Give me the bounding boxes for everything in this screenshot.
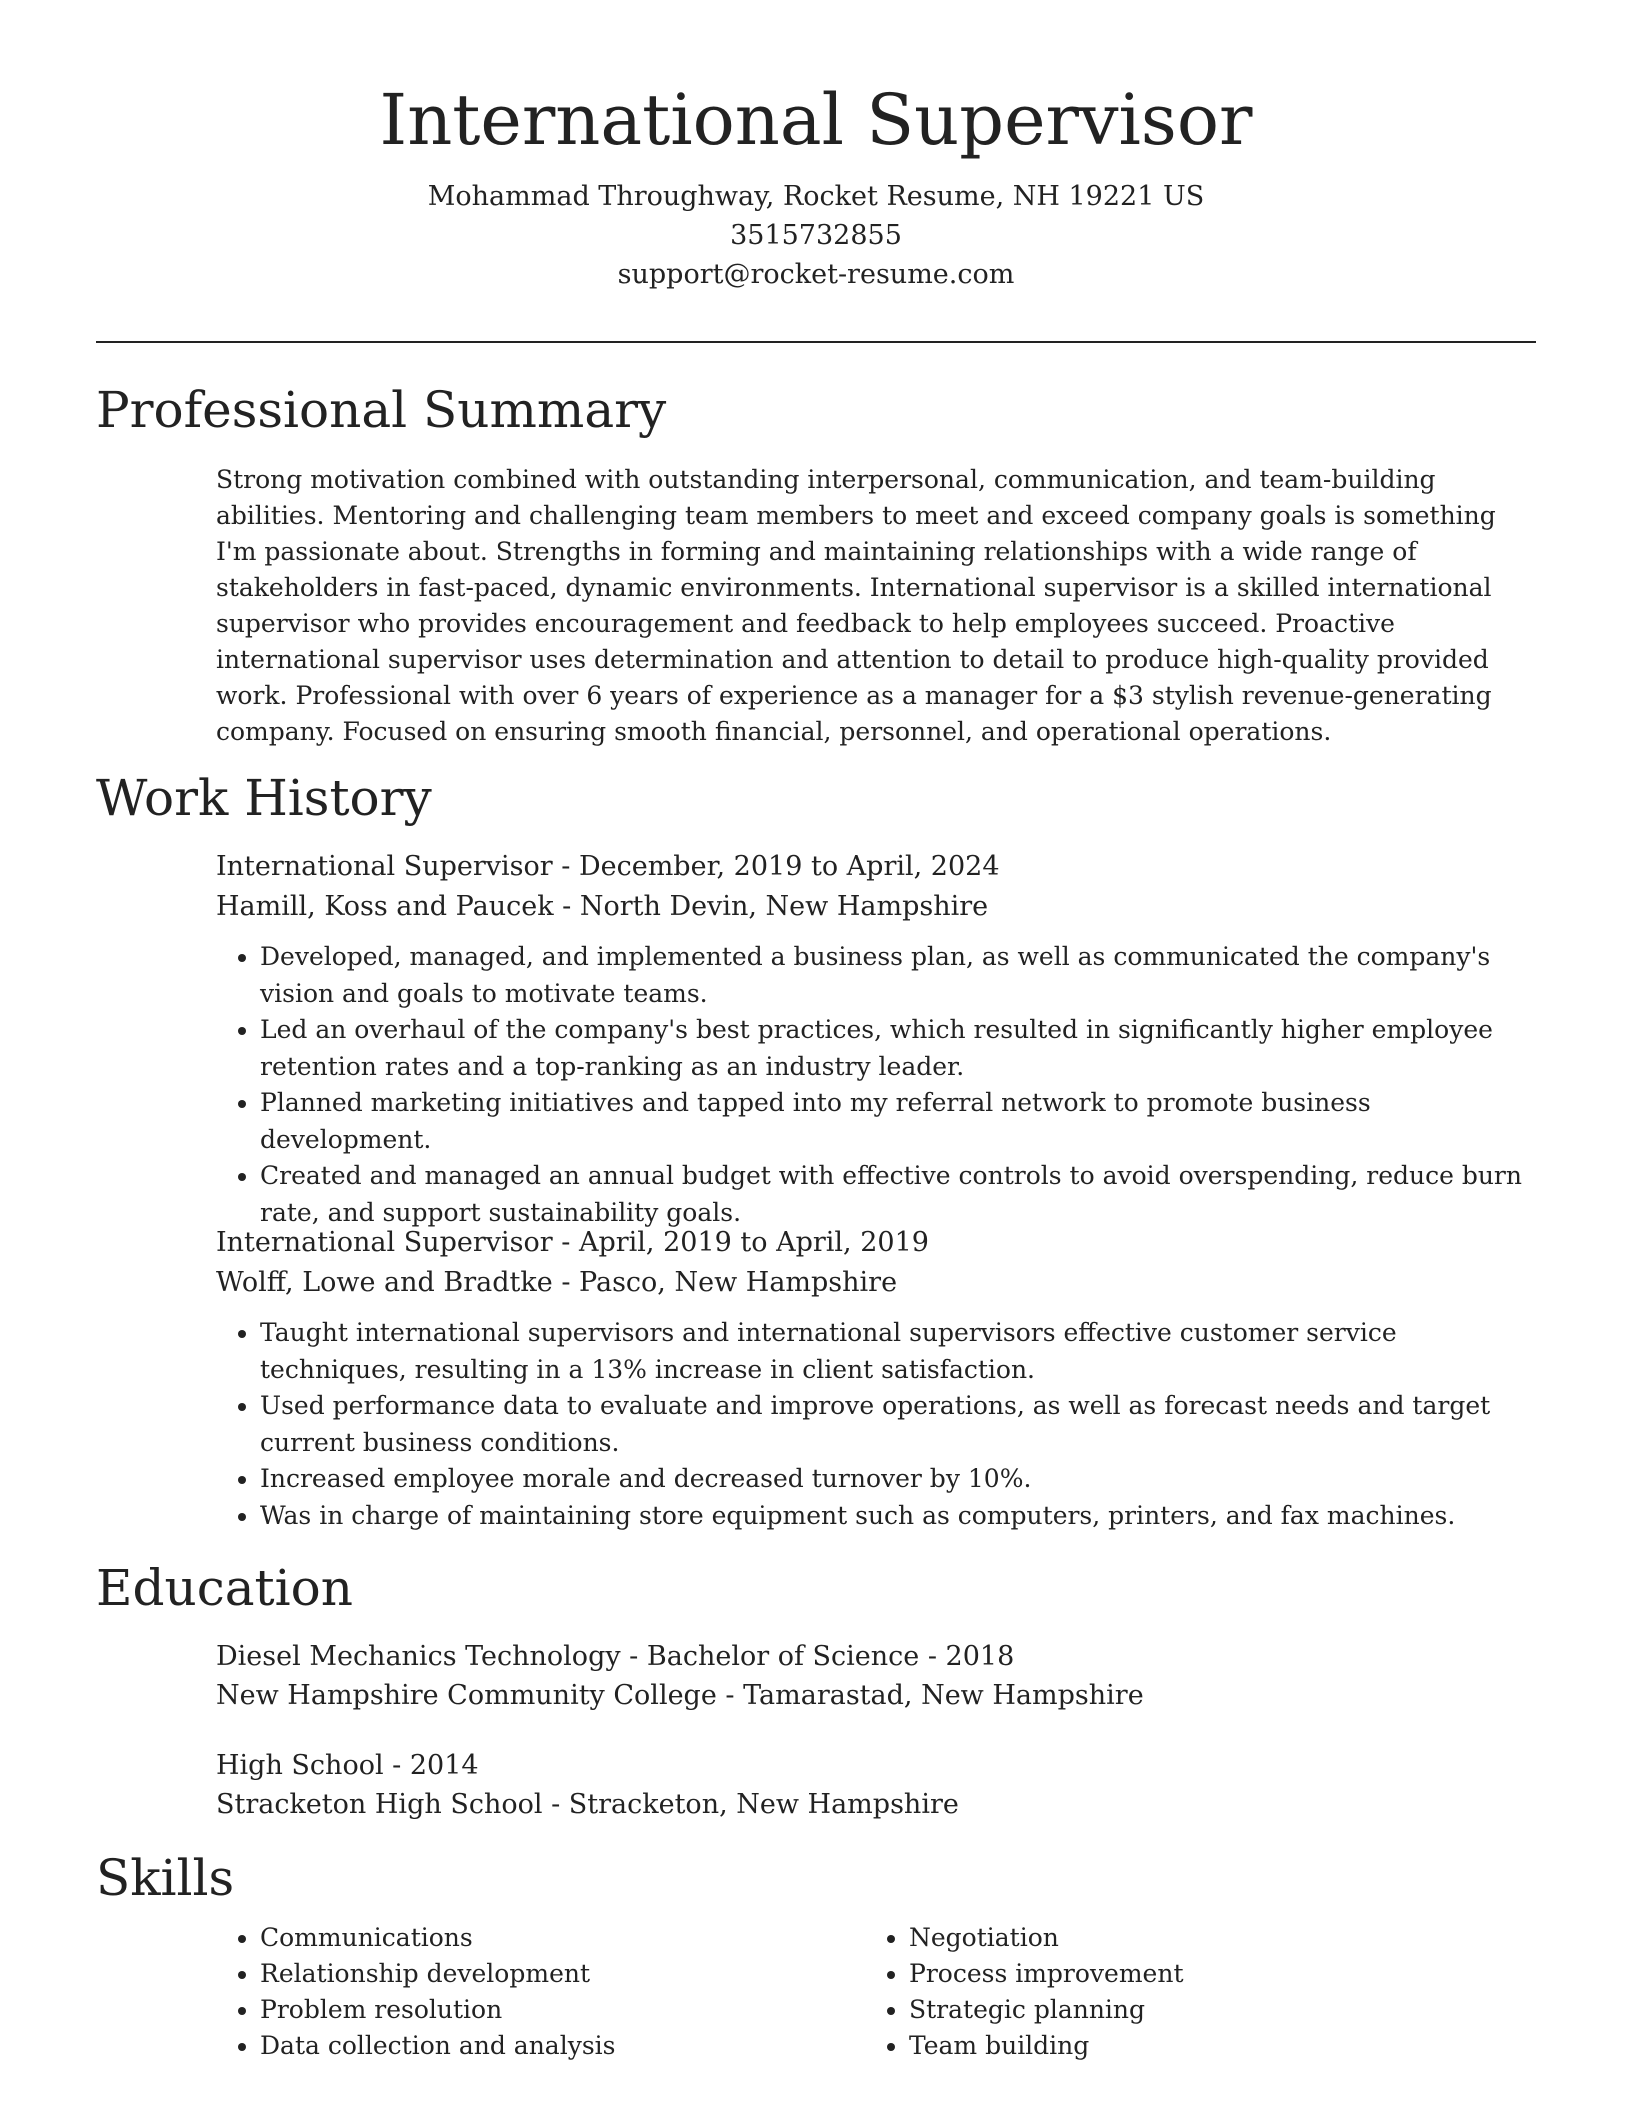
education-entry (216, 1746, 1536, 1824)
list-item: • Was in charge of maintaining store equipment such as computers, printers, and fax machines. (260, 1498, 1536, 1535)
education-school: New Hampshire Community College (216, 1680, 717, 1711)
education-location: - Tamarastad, New Hampshire (716, 1680, 1144, 1711)
skills-list-left (216, 1920, 865, 2064)
job-entry (216, 1223, 1536, 1534)
job-dates: - April, 2019 to April, 2019 (552, 1227, 929, 1258)
list-item: • Planned marketing initiatives and tapped into my referral network to promote business development. (260, 1085, 1536, 1158)
job-bullets (216, 939, 1536, 1231)
education-degree: High School (216, 1750, 384, 1781)
job-bullets (216, 1315, 1536, 1534)
list-item: • Data collection and analysis (260, 2028, 865, 2064)
summary-heading: Professional Summary (96, 381, 667, 439)
job-company-line (216, 887, 1536, 927)
list-item: • Created and managed an annual budget with effective controls to avoid overspending, reduce burn rate, and support sustainability goals. (260, 1158, 1536, 1231)
job-company: Hamill, Koss and Paucek (216, 891, 554, 922)
list-item: • Team building (909, 2028, 1514, 2064)
job-dates: - December, 2019 to April, 2024 (552, 851, 1000, 882)
list-item: • Increased employee morale and decreased turnover by 10%. (260, 1461, 1536, 1498)
list-item: • Led an overhaul of the company's best practices, which resulted in significantly higher employee retention rates and a top-ranking as an industry leader. (260, 1012, 1536, 1085)
education-location: - Stracketon, New Hampshire (542, 1789, 959, 1820)
skills-list-right (865, 1920, 1514, 2064)
email-line: support@rocket-resume.com (617, 259, 1015, 290)
list-item: • Used performance data to evaluate and improve operations, as well as forecast needs and target current business conditions. (260, 1388, 1536, 1461)
education-school-line (216, 1676, 1536, 1715)
education-degree-line (216, 1746, 1536, 1785)
phone-line: 3515732855 (730, 220, 902, 251)
education-school: Stracketon High School (216, 1789, 543, 1820)
job-role: International Supervisor (216, 851, 553, 882)
candidate-name: International Supervisor (379, 79, 1253, 161)
job-title-line (216, 847, 1536, 887)
resume-header (0, 0, 1632, 294)
list-item: • Problem resolution (260, 1992, 865, 2028)
list-item: • Communications (260, 1920, 865, 1956)
job-role: International Supervisor (216, 1227, 553, 1258)
job-entry (216, 847, 1536, 1231)
job-company-line (216, 1263, 1536, 1303)
summary-text: Strong motivation combined with outstanding interpersonal, communication, and team-building abilities. Mentoring and challenging team members to meet and exceed company goals is something I'm passionate about. Strengths in forming and maintaining relationships with a wide range of stakeholders in fast-paced, dynamic environments. International supervisor is a skilled international supervisor who provides encouragement and feedback to help employees succeed. Proactive international supervisor uses determination and attention to detail to produce high-quality provided work. Professional with over 6 years of experience as a manager for a $3 stylish revenue-generating company. Focused on ensuring smooth financial, personnel, and operational operations. (216, 465, 1496, 746)
job-title-line (216, 1223, 1536, 1263)
list-item: • Process improvement (909, 1956, 1514, 1992)
skills-columns (216, 1920, 1536, 2064)
list-item: • Relationship development (260, 1956, 865, 1992)
job-location: - Pasco, New Hampshire (552, 1267, 898, 1298)
job-company: Wolff, Lowe and Bradtke (216, 1267, 553, 1298)
education-year: - 2014 (383, 1750, 479, 1781)
list-item: • Taught international supervisors and international supervisors effective customer service techniques, resulting in a 13% increase in client satisfaction. (260, 1315, 1536, 1388)
education-entry (216, 1637, 1536, 1715)
education-school-line (216, 1785, 1536, 1824)
education-year: - 2018 (919, 1641, 1015, 1672)
header-divider (96, 341, 1536, 343)
address-line: Mohammad Throughway, Rocket Resume, NH 19221 US (427, 181, 1205, 212)
education-heading: Education (96, 1559, 353, 1617)
education-degree: Diesel Mechanics Technology - Bachelor of Science (216, 1641, 920, 1672)
work-history-heading: Work History (96, 769, 432, 827)
education-degree-line (216, 1637, 1536, 1676)
list-item: • Developed, managed, and implemented a business plan, as well as communicated the company's vision and goals to motivate teams. (260, 939, 1536, 1012)
list-item: • Strategic planning (909, 1992, 1514, 2028)
skills-heading: Skills (96, 1849, 235, 1907)
contact-info (0, 177, 1632, 294)
job-location: - North Devin, New Hampshire (553, 891, 989, 922)
list-item: • Negotiation (909, 1920, 1514, 1956)
